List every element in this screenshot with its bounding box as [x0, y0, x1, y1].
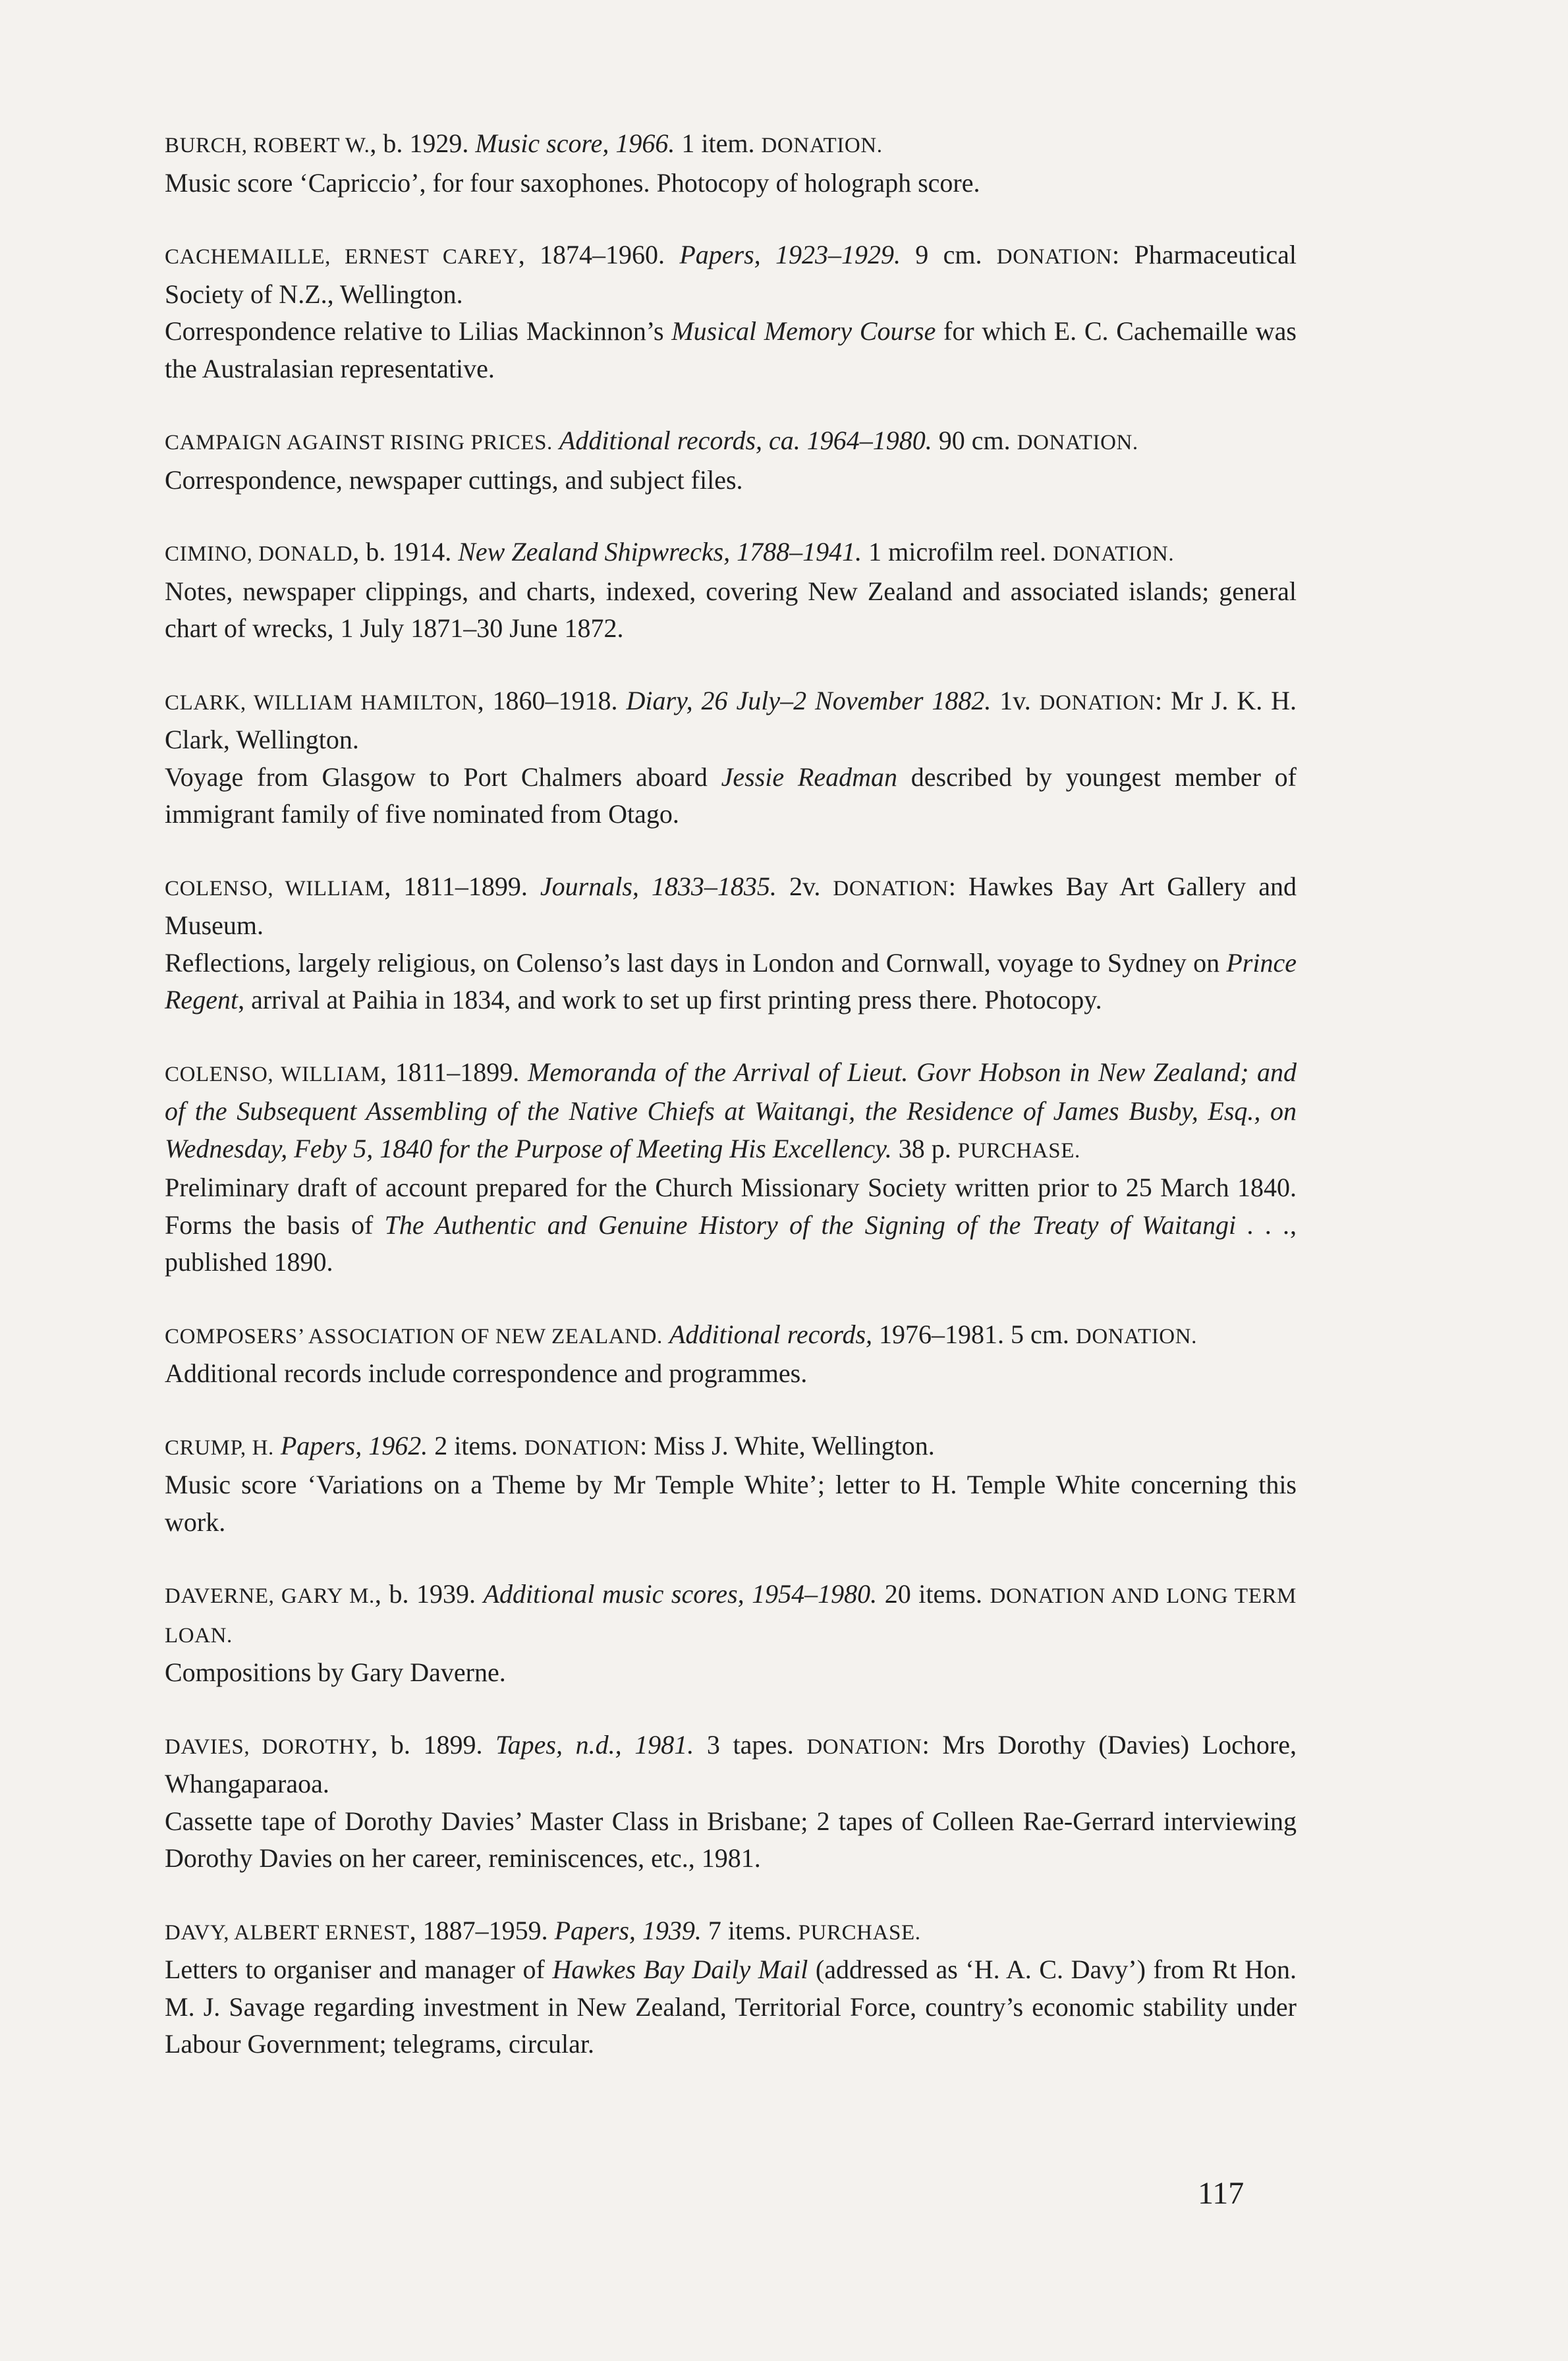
entry-heading [165, 1727, 1297, 1803]
entry-heading [165, 125, 1297, 165]
entry-heading [165, 422, 1297, 462]
catalogue-heading-caps: BURCH, ROBERT W. [165, 134, 370, 157]
catalogue-heading-caps: DONATION [996, 245, 1113, 269]
entry-heading [165, 1316, 1297, 1356]
catalogue-text: : Mr J. K. H. Clark, Wellington. [165, 685, 1297, 754]
catalogue-text: for which E. C. Cachemaille was the Australasian representative. [165, 316, 1297, 383]
catalogue-title-italic: Papers, 1939. [554, 1915, 702, 1945]
catalogue-text: , b. 1899. [371, 1729, 496, 1760]
catalogue-text: 2v. [776, 871, 833, 901]
catalogue-heading-caps: COLENSO, WILLIAM [165, 1062, 381, 1086]
catalogue-entry [165, 236, 1297, 387]
catalogue-title-italic: Additional records, ca. 1964–1980. [559, 426, 932, 455]
catalogue-text: Reflections, largely religious, on Colenso’s last days in London and Cornwall, voyage to Sydney on [165, 947, 1227, 978]
catalogue-heading-caps: DONATION. [1075, 1324, 1198, 1348]
entry-description: Music score ‘Capriccio’, for four saxophones. Photocopy of holograph score. [165, 167, 980, 198]
catalogue-entry [165, 682, 1297, 833]
entry-heading [165, 534, 1297, 573]
entry-description: Correspondence, newspaper cuttings, and subject files. [165, 464, 743, 495]
entry-heading [165, 682, 1297, 759]
catalogue-heading-caps: DONATION AND LONG TERM LOAN. [165, 1584, 1297, 1648]
catalogue-text: : Hawkes Bay Art Gallery and Museum. [165, 871, 1297, 940]
catalogue-text: , 1811–1899. [380, 1057, 528, 1087]
catalogue-text: , b. 1914. [352, 537, 459, 567]
catalogue-text: , 1811–1899. [384, 871, 540, 901]
catalogue-entry [165, 1054, 1297, 1281]
catalogue-entry [165, 1576, 1297, 1692]
catalogue-heading-caps: COLENSO, WILLIAM [165, 876, 385, 901]
entry-heading [165, 236, 1297, 313]
catalogue-title-italic: The Authentic and Genuine History of the Signing of the Treaty of Waitangi . . . [384, 1209, 1290, 1240]
catalogue-entry [165, 1727, 1297, 1877]
catalogue-entry [165, 1912, 1297, 2063]
catalogue-text: 1 item. [675, 128, 762, 158]
catalogue-title-italic: Jessie Readman [721, 762, 897, 792]
catalogue-text: 3 tapes. [694, 1729, 807, 1760]
catalogue-text: , arrival at Paihia in 1834, and work to set up first printing press there. Photocopy. [238, 985, 1102, 1014]
catalogue-text: , b. 1929. [370, 128, 476, 158]
catalogue-text [663, 1319, 669, 1349]
catalogue-title-italic: Papers, 1962. [280, 1430, 428, 1460]
catalogue-text: Voyage from Glasgow to Port Chalmers aboard [165, 762, 721, 792]
catalogue-heading-caps: DONATION [1039, 690, 1155, 715]
catalogue-entry [165, 125, 1297, 202]
catalogue-title-italic: Diary, 26 July–2 November 1882. [626, 685, 992, 715]
catalogue-entry [165, 534, 1297, 648]
catalogue-text: described by youngest member of immigrant family of five nominated from Otago. [165, 762, 1297, 829]
entry-heading [165, 1576, 1297, 1654]
catalogue-heading-caps: DAVERNE, GARY M. [165, 1584, 375, 1608]
catalogue-title-italic: Additional music scores, 1954–1980. [483, 1579, 878, 1609]
catalogue-text: 90 cm. [932, 426, 1017, 455]
catalogue-heading-caps: DAVY, ALBERT ERNEST [165, 1920, 410, 1945]
catalogue-title-italic: Journals, 1833–1835. [540, 871, 777, 901]
catalogue-text [274, 1431, 281, 1460]
entry-description [165, 313, 1297, 387]
catalogue-heading-caps: CRUMP, H. [165, 1435, 274, 1460]
catalogue-heading-caps: DONATION [524, 1435, 640, 1460]
catalogue-heading-caps: DONATION. [761, 134, 883, 157]
catalogue-heading-caps: DONATION [806, 1735, 922, 1759]
catalogue-title-italic: Prince Regent [165, 947, 1297, 1014]
entry-description: Cassette tape of Dorothy Davies’ Master Class in Brisbane; 2 tapes of Colleen Rae-Gerrard interviewing Dorothy Davies on her career, reminiscences, etc., 1981. [165, 1806, 1297, 1873]
catalogue-heading-caps: CAMPAIGN AGAINST RISING PRICES. [165, 431, 553, 455]
catalogue-entry [165, 1428, 1297, 1542]
page-number: 117 [1198, 2176, 1245, 2211]
catalogue-heading-caps: DAVIES, DOROTHY [165, 1735, 372, 1759]
catalogue-text: , 1874–1960. [518, 240, 680, 269]
catalogue-page [165, 125, 1297, 2098]
catalogue-text: , 1887–1959. [409, 1915, 555, 1945]
catalogue-text: 7 items. [701, 1915, 798, 1945]
entry-heading [165, 868, 1297, 945]
catalogue-text: 2 items. [428, 1430, 524, 1460]
catalogue-title-italic: Memoranda of the Arrival of Lieut. Govr Hobson in New Zealand; and of the Subsequent Assembling of the Native Chiefs at Waitangi, the Residence of James Busby, Esq., on Wednesday, Feby 5, 1840 for the Purpose of Meeting His Excellency. [165, 1057, 1297, 1163]
entry-description [165, 1951, 1297, 2063]
catalogue-entry [165, 868, 1297, 1019]
catalogue-title-italic: Papers, 1923–1929. [679, 240, 901, 269]
catalogue-title-italic: Additional records, [669, 1319, 873, 1349]
catalogue-title-italic: New Zealand Shipwrecks, 1788–1941. [458, 537, 862, 567]
catalogue-text: Letters to organiser and manager of [165, 1955, 553, 1984]
catalogue-text: Correspondence relative to Lilias Mackinnon’s [165, 316, 672, 346]
catalogue-heading-caps: COMPOSERS’ ASSOCIATION OF NEW ZEALAND. [165, 1324, 663, 1348]
catalogue-text: 9 cm. [900, 240, 997, 269]
catalogue-heading-caps: CLARK, WILLIAM HAMILTON [165, 690, 478, 715]
entry-description [165, 945, 1297, 1019]
catalogue-text: : Miss J. White, Wellington. [640, 1430, 935, 1460]
entry-heading [165, 1428, 1297, 1467]
entry-description [165, 1169, 1297, 1281]
entry-heading [165, 1054, 1297, 1170]
catalogue-heading-caps: DONATION [833, 876, 949, 901]
catalogue-text: , published 1890. [165, 1209, 1297, 1277]
catalogue-entry [165, 1316, 1297, 1393]
catalogue-heading-caps: DONATION. [1053, 542, 1175, 566]
entry-description: Compositions by Gary Daverne. [165, 1657, 506, 1687]
entry-description: Additional records include correspondence and programmes. [165, 1358, 808, 1388]
entry-description: Notes, newspaper clippings, and charts, indexed, covering New Zealand and associated islands; general chart of wrecks, 1 July 1871–30 June 1872. [165, 576, 1297, 643]
catalogue-heading-caps: CACHEMAILLE, ERNEST CAREY [165, 245, 518, 269]
catalogue-text: , 1860–1918. [477, 685, 627, 715]
catalogue-text: 1976–1981. 5 cm. [872, 1319, 1076, 1349]
catalogue-text: : Mrs Dorothy (Davies) Lochore, Whangaparaoa. [165, 1729, 1297, 1798]
catalogue-title-italic: Tapes, n.d., 1981. [495, 1729, 694, 1760]
catalogue-text [553, 426, 559, 455]
catalogue-entry [165, 422, 1297, 499]
catalogue-text: 38 p. [891, 1133, 958, 1163]
catalogue-heading-caps: DONATION. [1017, 431, 1138, 455]
catalogue-title-italic: Musical Memory Course [671, 316, 936, 346]
catalogue-text: Preliminary draft of account prepared for the Church Missionary Society written prior to 25 March 1840. Forms the basis of [165, 1173, 1297, 1240]
catalogue-text: : Pharmaceutical Society of N.Z., Wellington. [165, 240, 1297, 309]
catalogue-heading-caps: CIMINO, DONALD [165, 542, 353, 566]
entry-description [165, 759, 1297, 833]
catalogue-text: 1v. [991, 685, 1040, 715]
catalogue-heading-caps: PURCHASE. [798, 1920, 921, 1945]
catalogue-title-italic: Hawkes Bay Daily Mail [552, 1955, 808, 1984]
catalogue-text: (addressed as ‘H. A. C. Davy’) from Rt Hon. M. J. Savage regarding investment in New Zealand, Territorial Force, country’s economic stability under Labour Government; telegrams, circular. [165, 1955, 1297, 2059]
catalogue-heading-caps: PURCHASE. [957, 1138, 1080, 1163]
catalogue-text: , b. 1939. [374, 1579, 484, 1609]
catalogue-title-italic: Music score, 1966. [475, 128, 675, 158]
entry-description: Music score ‘Variations on a Theme by Mr Temple White’; letter to H. Temple White concerning this work. [165, 1470, 1297, 1537]
entry-heading [165, 1912, 1297, 1952]
catalogue-text: 20 items. [877, 1579, 990, 1609]
catalogue-text: 1 microfilm reel. [862, 537, 1053, 567]
